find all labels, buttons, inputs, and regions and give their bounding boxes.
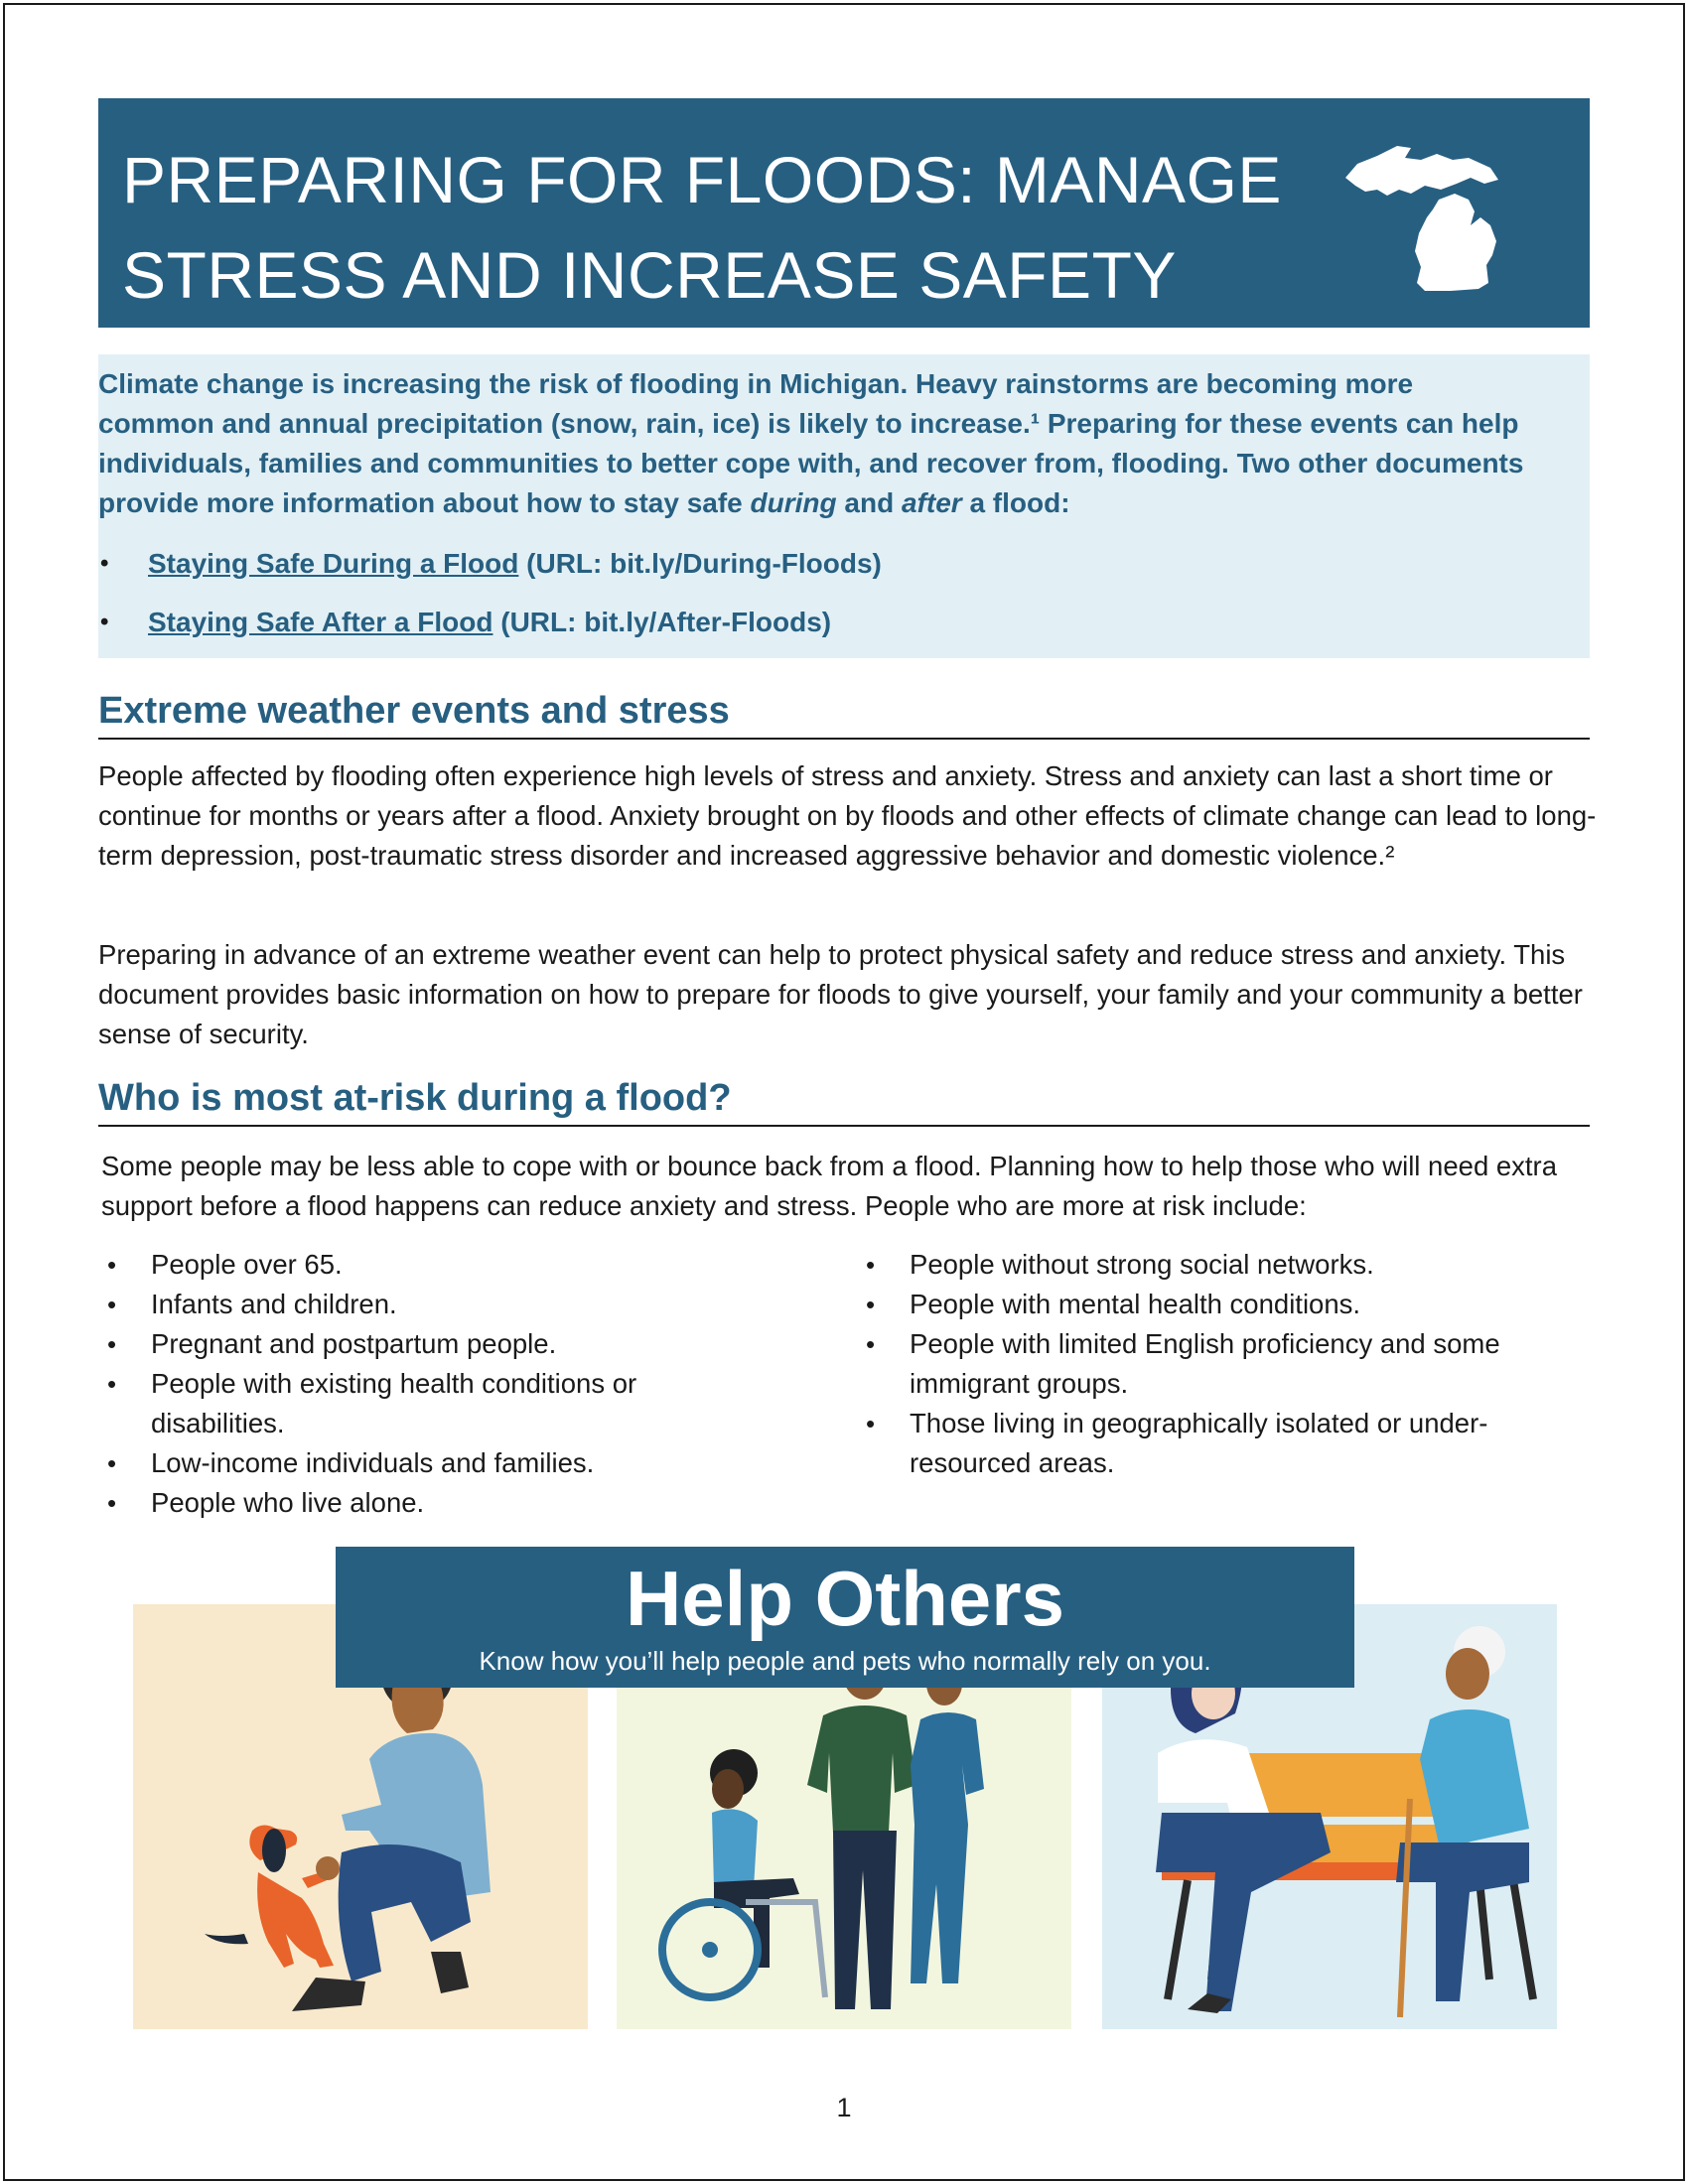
at-risk-list-left [101,1245,816,1523]
intro-line: Climate change is increasing the risk of flooding in Michigan. Heavy rainstorms are becoming more [98,368,1414,399]
michigan-map-icon [1341,134,1516,293]
preparing-paragraph: Preparing in advance of an extreme weather event can help to protect physical safety and reduce stress and anxiety. This document provides basic information on how to prepare for floods to give yourself, your family and your community a better sense of security. [98,939,1583,1049]
link-item-during [98,544,1488,584]
help-others-banner [336,1547,1354,1688]
intro-paragraph [98,364,1588,523]
section-heading-at-risk: Who is most at-risk during a flood? [98,1075,1590,1127]
at-risk-paragraph: Some people may be less able to cope with or bounce back from a flood. Planning how to help those who will need extra support before a flood happens can reduce anxiety and stress. People who are more at risk include: [101,1151,1558,1221]
list-item: • People who live alone. [101,1483,816,1523]
section-heading-extreme-weather: Extreme weather events and stress [98,688,1590,740]
help-others-title: Help Others [625,1555,1065,1642]
bullet: • [100,550,109,577]
list-item: • People with mental health conditions. [860,1285,1575,1324]
list-item: • Low-income individuals and families. [101,1443,816,1483]
link-url-text: (URL: bit.ly/After-Floods) [492,607,832,637]
at-risk-list-right [860,1245,1575,1483]
staying-safe-after-link[interactable]: Staying Safe After a Flood [148,607,493,637]
intro-box [98,354,1590,658]
page-title [122,132,1314,323]
list-item: • People over 65. [101,1245,816,1285]
page-number: 1 [836,2093,852,2122]
intro-line: provide more information about how to stay safe during and after a flood: [98,487,1070,518]
title-banner [98,98,1590,328]
list-item: • Infants and children. [101,1285,816,1324]
list-item: • People without strong social networks. [860,1245,1575,1285]
staying-safe-during-link[interactable]: Staying Safe During a Flood [148,548,519,579]
link-url-text: (URL: bit.ly/During-Floods) [518,548,882,579]
intro-line: common and annual precipitation (snow, rain, ice) is likely to increase.¹ Preparing for these events can help [98,408,1519,439]
list-item: • People with limited English proficiency and some immigrant groups. [860,1324,1535,1404]
list-item: • People with existing health conditions or disabilities. [101,1364,737,1443]
stress-paragraph: People affected by flooding often experience high levels of stress and anxiety. Stress and anxiety can last a short time or continue for months or years after a flood. Anxiety brought on by floods and other effects of climate change can lead to long-term depression, post-traumatic stress disorder and increased aggressive behavior and domestic violence.² [98,760,1597,871]
list-item: • Pregnant and postpartum people. [101,1324,816,1364]
link-item-after [98,603,1488,642]
list-item: • Those living in geographically isolated or under-resourced areas. [860,1404,1535,1483]
page-title-line-1: PREPARING FOR FLOODS: MANAGE [122,143,1282,216]
intro-line: individuals, families and communities to better cope with, and recover from, flooding. Two other documents [98,448,1524,478]
help-others-subtitle: Know how you’ll help people and pets who normally rely on you. [479,1646,1211,1676]
bullet: • [100,609,109,635]
page-title-line-2: STRESS AND INCREASE SAFETY [122,238,1177,312]
